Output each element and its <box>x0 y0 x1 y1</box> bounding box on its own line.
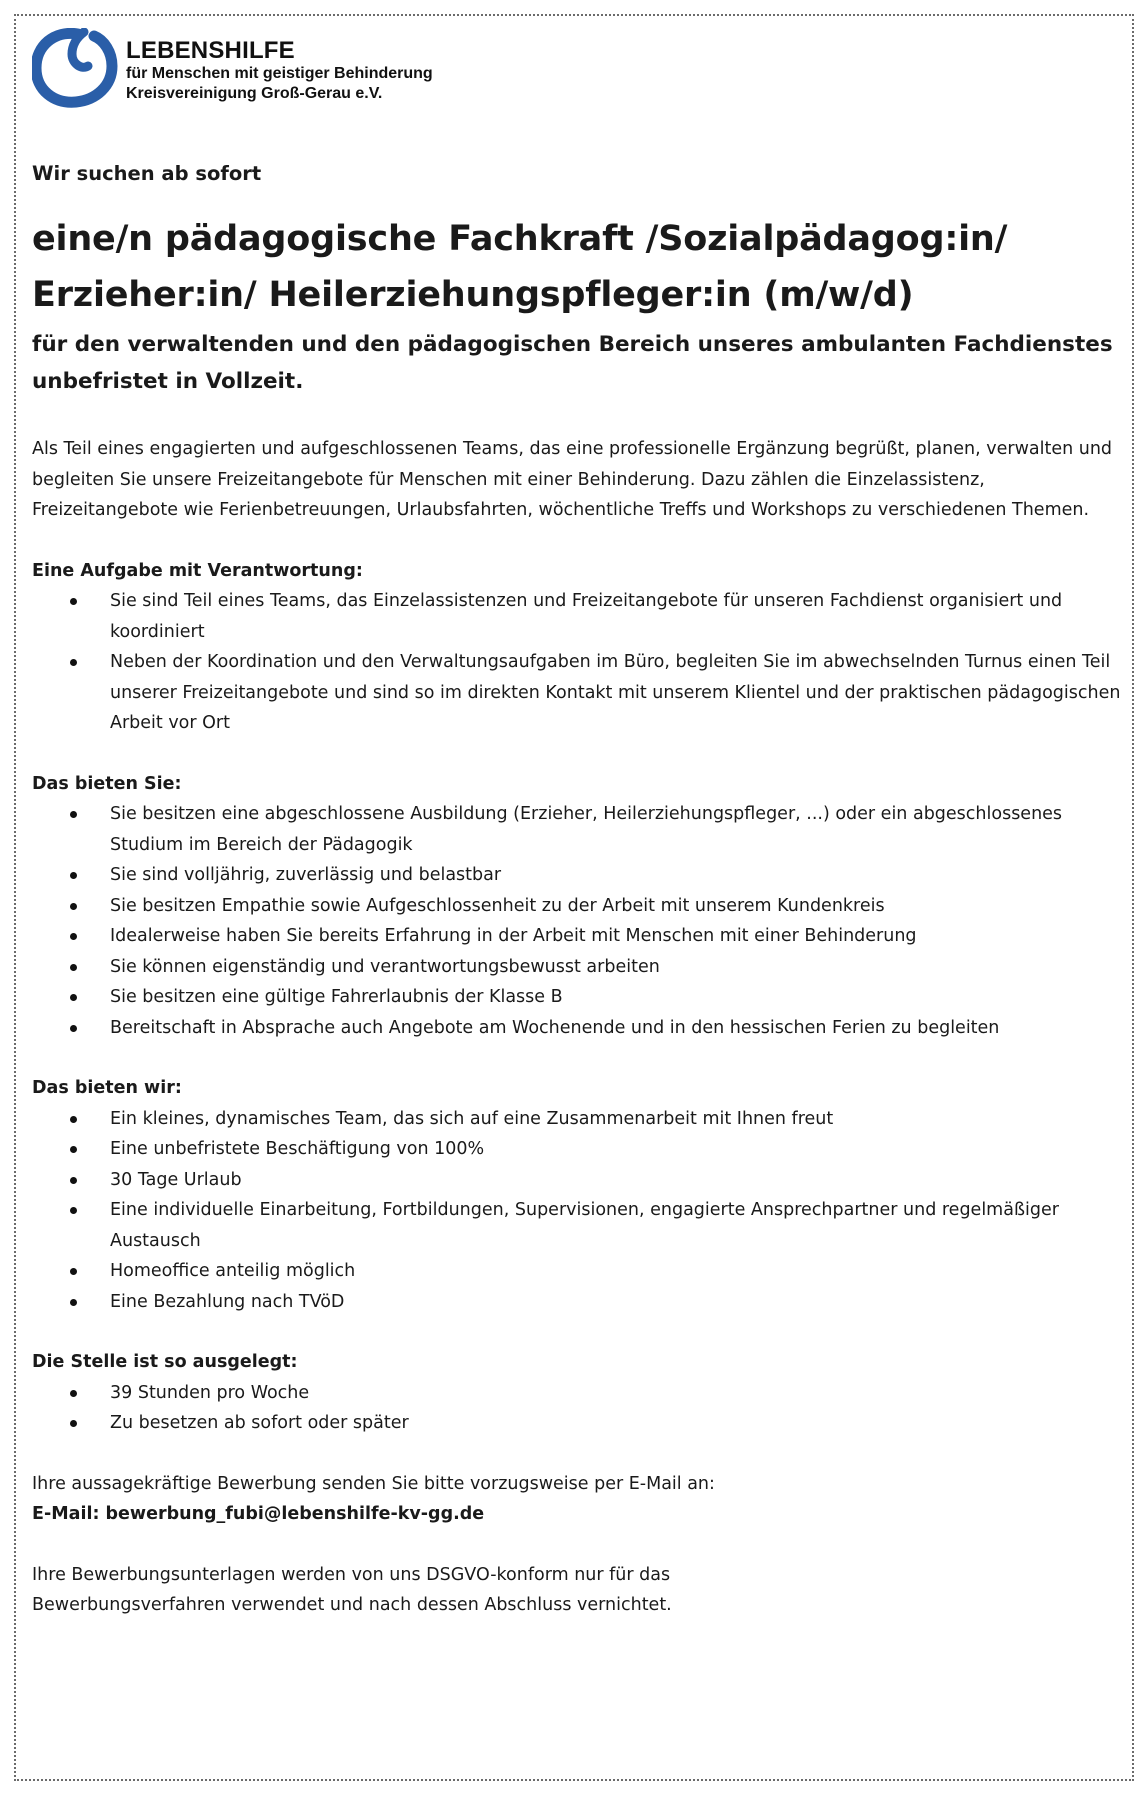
bullet-icon <box>70 598 77 605</box>
application-instructions: Ihre aussagekräftige Bewerbung senden Sie bitte vorzugsweise per E-Mail an: <box>32 1473 715 1494</box>
bullet-list <box>32 1104 1122 1318</box>
organization-subtitle: für Menschen mit geistiger Behinderung <box>126 65 433 82</box>
list-item: 39 Stunden pro Woche <box>32 1378 1122 1409</box>
section-tasks <box>32 556 1122 739</box>
section-conditions <box>32 1347 1122 1439</box>
bullet-icon <box>70 1116 77 1123</box>
organization-logo <box>32 28 433 108</box>
list-item: Homeoffice anteilig möglich <box>32 1256 1122 1287</box>
list-item: Eine Bezahlung nach TVöD <box>32 1287 1122 1318</box>
list-item: Eine unbefristete Beschäftigung von 100% <box>32 1134 1122 1165</box>
list-item: Sie sind volljährig, zuverlässig und belastbar <box>32 860 1122 891</box>
organization-branch: Kreisvereinigung Groß-Gerau e.V. <box>126 85 383 102</box>
list-item: Sie besitzen Empathie sowie Aufgeschlossenheit zu der Arbeit mit unserem Kundenkreis <box>32 891 1122 922</box>
lebenshilfe-logo-icon <box>32 28 118 108</box>
section-benefits <box>32 1073 1122 1317</box>
bullet-icon <box>70 1177 77 1184</box>
list-item: Sie besitzen eine abgeschlossene Ausbildung (Erzieher, Heilerziehungspfleger, ...) oder ein abgeschlossenes Studium im Bereich der Pädagogik <box>32 799 1122 860</box>
list-item: Sie können eigenständig und verantwortungsbewusst arbeiten <box>32 952 1122 983</box>
bullet-icon <box>70 1420 77 1427</box>
job-subtitle: für den verwaltenden und den pädagogischen Bereich unseres ambulanten Fachdienstes unbefristet in Vollzeit. <box>32 332 1113 394</box>
bullet-list <box>32 586 1122 739</box>
bullet-icon <box>70 872 77 879</box>
bullet-icon <box>70 1207 77 1214</box>
bullet-icon <box>70 964 77 971</box>
list-item: Zu besetzen ab sofort oder später <box>32 1408 1122 1439</box>
section-title: Eine Aufgabe mit Verantwortung: <box>32 560 363 581</box>
list-item: Sie sind Teil eines Teams, das Einzelassistenzen und Freizeitangebote für unseren Fachdienst organisiert und koordiniert <box>32 586 1122 647</box>
section-title: Das bieten wir: <box>32 1078 182 1098</box>
list-item: Sie besitzen eine gültige Fahrerlaubnis der Klasse B <box>32 982 1122 1013</box>
job-title <box>32 208 1122 326</box>
job-title-line-1: eine/n pädagogische Fachkraft /Sozialpädagog:in/ <box>32 219 1008 259</box>
bullet-list <box>32 799 1122 1043</box>
privacy-note-line-2: Bewerbungsverfahren verwendet und nach dessen Abschluss vernichtet. <box>32 1595 672 1615</box>
bullet-icon <box>70 811 77 818</box>
bullet-list <box>32 1378 1122 1439</box>
list-item: Neben der Koordination und den Verwaltungsaufgaben im Büro, begleiten Sie im abwechselnden Turnus einen Teil unserer Freizeitangebote und sind so im direkten Kontakt mit unserem Klientel und der praktischen pädagogischen Arbeit vor Ort <box>32 647 1122 739</box>
list-item: Ein kleines, dynamisches Team, das sich auf eine Zusammenarbeit mit Ihnen freut <box>32 1104 1122 1135</box>
bullet-icon <box>70 659 77 666</box>
bullet-icon <box>70 1146 77 1153</box>
bullet-icon <box>70 1390 77 1397</box>
privacy-note-line-1: Ihre Bewerbungsunterlagen werden von uns DSGVO-konform nur für das <box>32 1564 671 1585</box>
bullet-icon <box>70 1268 77 1275</box>
bullet-icon <box>70 994 77 1001</box>
intro-line: Wir suchen ab sofort <box>32 162 262 185</box>
section-title: Das bieten Sie: <box>32 773 182 794</box>
job-title-line-2: Erzieher:in/ Heilerziehungspfleger:in (m/w/d) <box>32 275 914 315</box>
bullet-icon <box>70 933 77 940</box>
list-item: 30 Tage Urlaub <box>32 1165 1122 1196</box>
section-requirements <box>32 769 1122 1044</box>
organization-name: LEBENSHILFE <box>126 37 295 64</box>
bullet-icon <box>70 1299 77 1306</box>
bullet-icon <box>70 1025 77 1032</box>
bullet-icon <box>70 903 77 910</box>
job-description: Als Teil eines engagierten und aufgeschlossenen Teams, das eine professionelle Ergänzung begrüßt, planen, verwalten und begleiten Sie unsere Freizeitangebote für Menschen mit einer Behinderung. Dazu zählen die Einzelassistenz, Freizeitangebote wie Ferienbetreuungen, Urlaubsfahrten, wöchentliche Treffs und Workshops zu verschiedenen Themen. <box>32 439 1113 520</box>
list-item: Idealerweise haben Sie bereits Erfahrung in der Arbeit mit Menschen mit einer Behinderung <box>32 921 1122 952</box>
list-item: Bereitschaft in Absprache auch Angebote am Wochenende und in den hessischen Ferien zu begleiten <box>32 1013 1122 1044</box>
application-email[interactable]: E-Mail: bewerbung_fubi@lebenshilfe-kv-gg.de <box>32 1504 485 1524</box>
section-title: Die Stelle ist so ausgelegt: <box>32 1352 298 1372</box>
posting-content <box>32 160 1122 1621</box>
list-item: Eine individuelle Einarbeitung, Fortbildungen, Supervisionen, engagierte Ansprechpartner und regelmäßiger Austausch <box>32 1195 1122 1256</box>
